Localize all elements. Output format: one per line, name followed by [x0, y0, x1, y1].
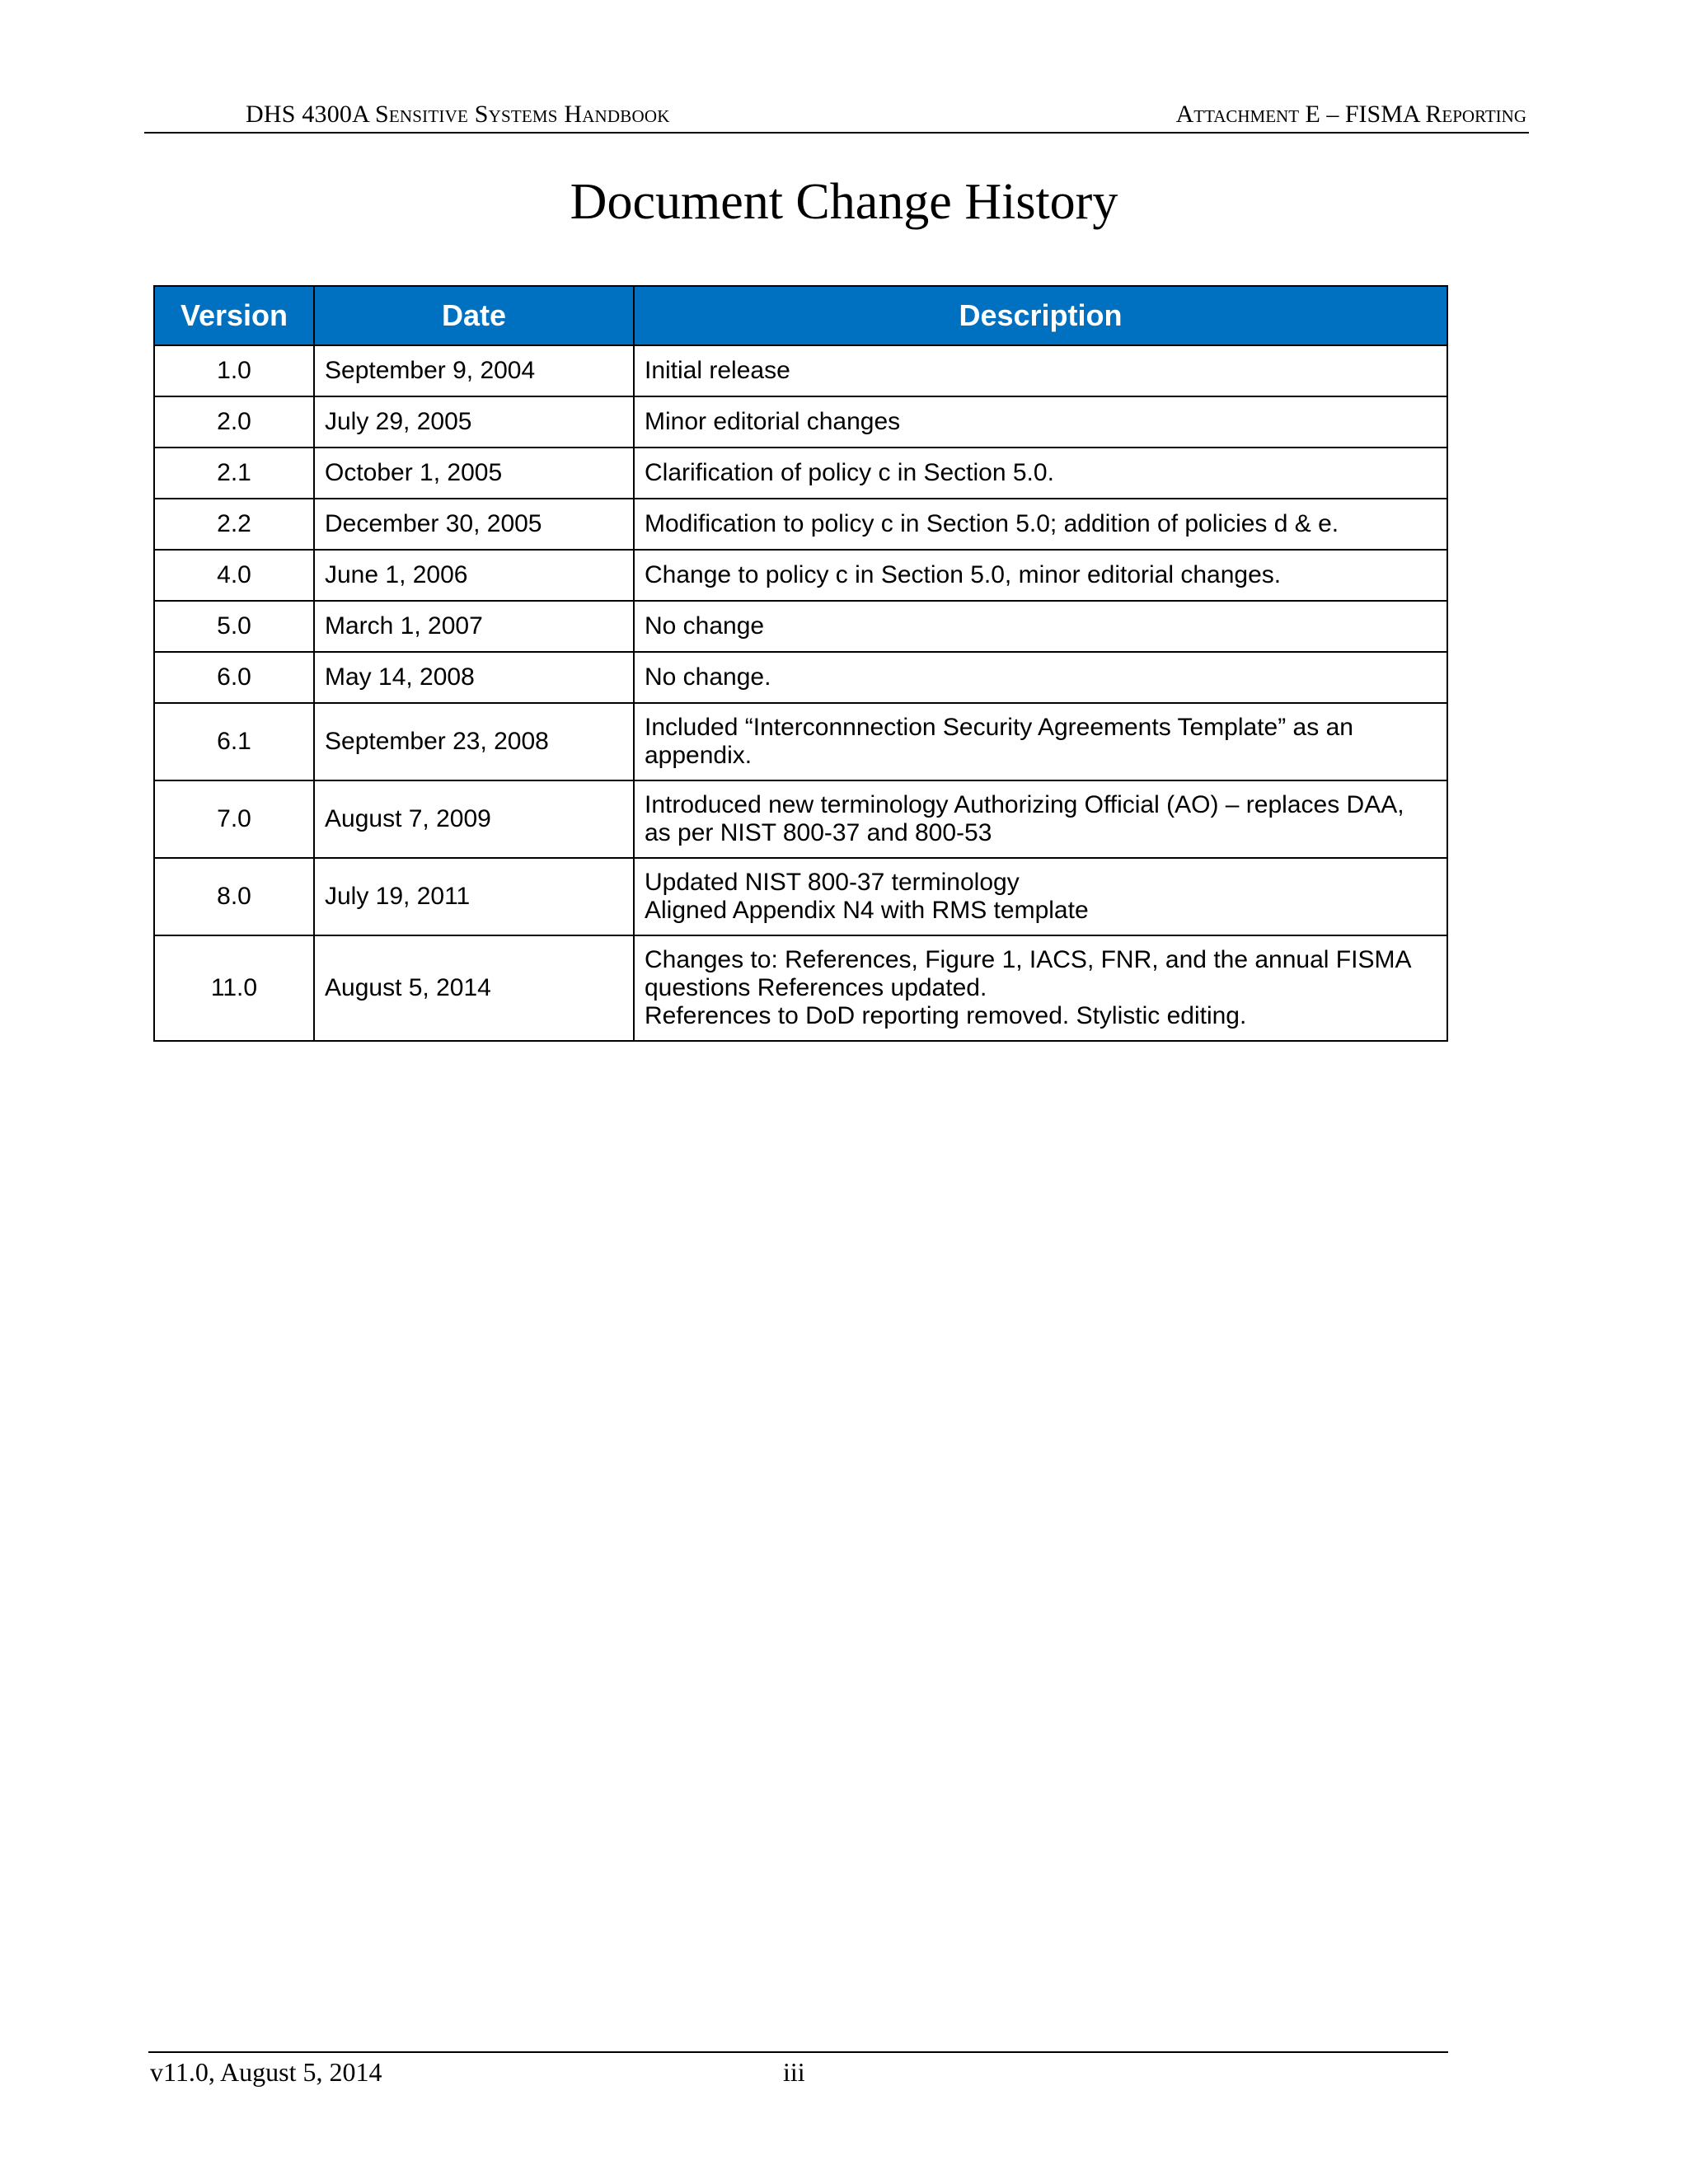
description-line: Minor editorial changes [645, 408, 901, 435]
cell-version: 5.0 [154, 601, 314, 652]
cell-description [634, 601, 1447, 652]
description-line: questions References updated. [645, 974, 987, 1001]
cell-version: 2.1 [154, 448, 314, 499]
table-row [154, 652, 1447, 703]
cell-date: June 1, 2006 [314, 550, 634, 601]
description-line: No change. [645, 663, 771, 691]
cell-date: May 14, 2008 [314, 652, 634, 703]
description-line: appendix. [645, 742, 753, 769]
description-line: Modification to policy c in Section 5.0; addition of policies d & e. [645, 510, 1339, 537]
table-row [154, 935, 1447, 1041]
description-line: as per NIST 800-37 and 800-53 [645, 819, 992, 846]
cell-version: 2.0 [154, 396, 314, 448]
cell-description [634, 345, 1447, 396]
cell-description [634, 703, 1447, 780]
cell-date: December 30, 2005 [314, 499, 634, 550]
cell-date: August 7, 2009 [314, 780, 634, 858]
table-row [154, 858, 1447, 935]
description-line: Aligned Appendix N4 with RMS template [645, 897, 1089, 924]
footer-version-date: v11.0, August 5, 2014 [150, 2057, 382, 2087]
cell-version: 6.1 [154, 703, 314, 780]
cell-date: July 29, 2005 [314, 396, 634, 448]
page-number: iii [783, 2057, 805, 2087]
table-row [154, 780, 1447, 858]
cell-description [634, 396, 1447, 448]
cell-date: July 19, 2011 [314, 858, 634, 935]
page-header [144, 97, 1529, 134]
page-title: Document Change History [570, 174, 1118, 230]
cell-description [634, 780, 1447, 858]
cell-date: September 23, 2008 [314, 703, 634, 780]
table-body [154, 345, 1447, 1041]
column-header-version: Version [154, 286, 314, 345]
table-row [154, 448, 1447, 499]
cell-description [634, 858, 1447, 935]
column-header-date: Date [314, 286, 634, 345]
description-line: Introduced new terminology Authorizing Official (AO) – replaces DAA, [645, 791, 1404, 818]
cell-description [634, 550, 1447, 601]
table-row [154, 499, 1447, 550]
description-line: Clarification of policy c in Section 5.0. [645, 459, 1054, 486]
footer-divider [148, 2051, 1448, 2053]
header-left-text: DHS 4300A Sensitive Systems Handbook [246, 101, 670, 128]
table-row [154, 345, 1447, 396]
cell-description [634, 935, 1447, 1041]
cell-version: 11.0 [154, 935, 314, 1041]
cell-version: 1.0 [154, 345, 314, 396]
table-row [154, 601, 1447, 652]
cell-date: March 1, 2007 [314, 601, 634, 652]
cell-description [634, 652, 1447, 703]
cell-date: October 1, 2005 [314, 448, 634, 499]
cell-date: August 5, 2014 [314, 935, 634, 1041]
change-history-table [153, 285, 1448, 1042]
cell-date: September 9, 2004 [314, 345, 634, 396]
cell-version: 7.0 [154, 780, 314, 858]
cell-version: 4.0 [154, 550, 314, 601]
description-line: Included “Interconnnection Security Agreements Template” as an [645, 714, 1353, 741]
description-line: Initial release [645, 357, 790, 384]
header-right-text: Attachment E – FISMA Reporting [1175, 101, 1526, 128]
cell-description [634, 448, 1447, 499]
description-line: Updated NIST 800-37 terminology [645, 869, 1020, 896]
cell-version: 8.0 [154, 858, 314, 935]
description-line: Changes to: References, Figure 1, IACS, FNR, and the annual FISMA [645, 946, 1412, 973]
description-line: No change [645, 612, 765, 640]
cell-version: 2.2 [154, 499, 314, 550]
table-row [154, 396, 1447, 448]
column-header-description: Description [634, 286, 1447, 345]
table-row [154, 703, 1447, 780]
cell-description [634, 499, 1447, 550]
cell-version: 6.0 [154, 652, 314, 703]
description-line: Change to policy c in Section 5.0, minor editorial changes. [645, 561, 1282, 588]
table-row [154, 550, 1447, 601]
table-header-row [154, 286, 1447, 345]
description-line: References to DoD reporting removed. Stylistic editing. [645, 1002, 1247, 1029]
